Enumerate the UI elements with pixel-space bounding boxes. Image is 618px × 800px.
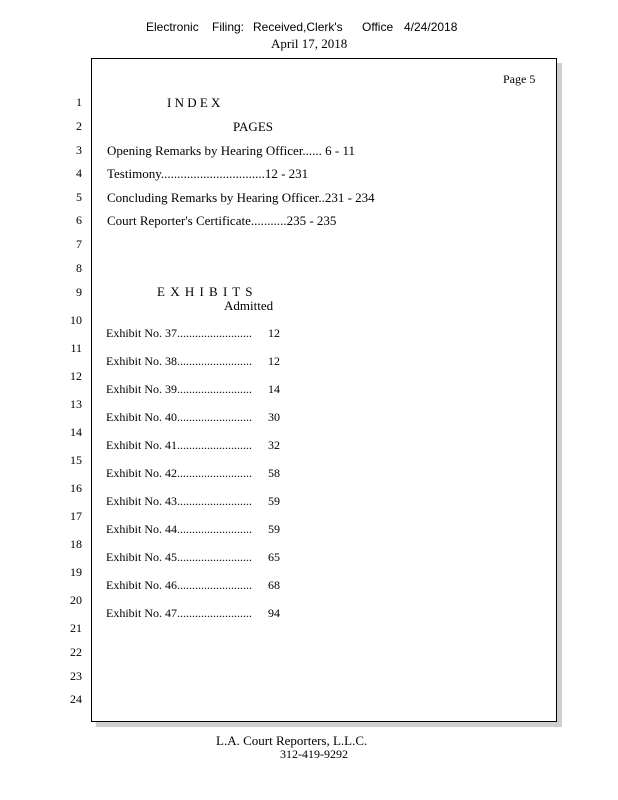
line-number: 10 — [70, 313, 82, 327]
footer-company: L.A. Court Reporters, L.L.C. — [216, 733, 368, 748]
stamp-received: Received,Clerk's — [253, 20, 343, 34]
line-number: 16 — [70, 481, 82, 495]
exhibit-label: Exhibit No. 42......................... — [106, 466, 252, 480]
line-number: 6 — [76, 213, 82, 227]
exhibit-label: Exhibit No. 39......................... — [106, 382, 252, 396]
stamp-filing: Filing: — [212, 20, 245, 34]
footer-phone: 312-419-9292 — [280, 747, 348, 761]
hearing-date: April 17, 2018 — [271, 36, 348, 51]
line-number: 14 — [70, 425, 82, 439]
admitted-heading: Admitted — [224, 298, 274, 313]
line-number: 22 — [70, 645, 82, 659]
exhibit-label: Exhibit No. 38......................... — [106, 354, 252, 368]
line-number: 7 — [76, 237, 82, 251]
line-number: 24 — [70, 692, 82, 706]
line-number: 12 — [70, 369, 82, 383]
exhibit-page: 30 — [268, 410, 280, 424]
exhibit-label: Exhibit No. 44......................... — [106, 522, 252, 536]
stamp-date: 4/24/2018 — [404, 20, 458, 34]
stamp-electronic: Electronic — [146, 20, 199, 34]
exhibit-label: Exhibit No. 43......................... — [106, 494, 252, 508]
exhibit-label: Exhibit No. 45......................... — [106, 550, 252, 564]
line-number: 1 — [76, 95, 82, 109]
index-title: I N D E X — [167, 95, 221, 110]
line-number: 18 — [70, 537, 82, 551]
index-entry: Opening Remarks by Hearing Officer...... 6 - 11 — [107, 143, 356, 158]
stamp-office: Office — [362, 20, 394, 34]
exhibit-page: 12 — [268, 326, 280, 340]
exhibit-page: 59 — [268, 522, 280, 536]
exhibit-page: 12 — [268, 354, 280, 368]
line-number: 19 — [70, 565, 82, 579]
line-number: 8 — [76, 261, 82, 275]
page-label: Page 5 — [503, 72, 536, 86]
exhibit-page: 32 — [268, 438, 280, 452]
exhibit-label: Exhibit No. 47......................... — [106, 606, 252, 620]
line-number: 5 — [76, 190, 82, 204]
line-number: 20 — [70, 593, 82, 607]
exhibit-page: 59 — [268, 494, 280, 508]
line-number: 3 — [76, 143, 82, 157]
exhibits-title: E X H I B I T S — [157, 284, 254, 299]
line-number: 23 — [70, 669, 82, 683]
exhibit-label: Exhibit No. 41......................... — [106, 438, 252, 452]
line-number: 13 — [70, 397, 82, 411]
index-entry: Concluding Remarks by Hearing Officer..231 - 234 — [107, 190, 375, 205]
line-number: 2 — [76, 119, 82, 133]
pages-heading: PAGES — [233, 119, 273, 134]
exhibit-page: 58 — [268, 466, 280, 480]
index-entry: Testimony................................12 - 231 — [107, 166, 309, 181]
line-number: 17 — [70, 509, 82, 523]
line-number: 4 — [76, 166, 82, 180]
line-number: 11 — [70, 341, 82, 355]
exhibit-label: Exhibit No. 40......................... — [106, 410, 252, 424]
exhibit-page: 65 — [268, 550, 280, 564]
exhibit-page: 94 — [268, 606, 280, 620]
exhibit-page: 68 — [268, 578, 280, 592]
line-number: 9 — [76, 285, 82, 299]
line-number: 21 — [70, 621, 82, 635]
exhibit-label: Exhibit No. 37......................... — [106, 326, 252, 340]
line-number: 15 — [70, 453, 82, 467]
exhibit-page: 14 — [268, 382, 280, 396]
index-entry: Court Reporter's Certificate...........235 - 235 — [107, 213, 337, 228]
exhibit-label: Exhibit No. 46......................... — [106, 578, 252, 592]
